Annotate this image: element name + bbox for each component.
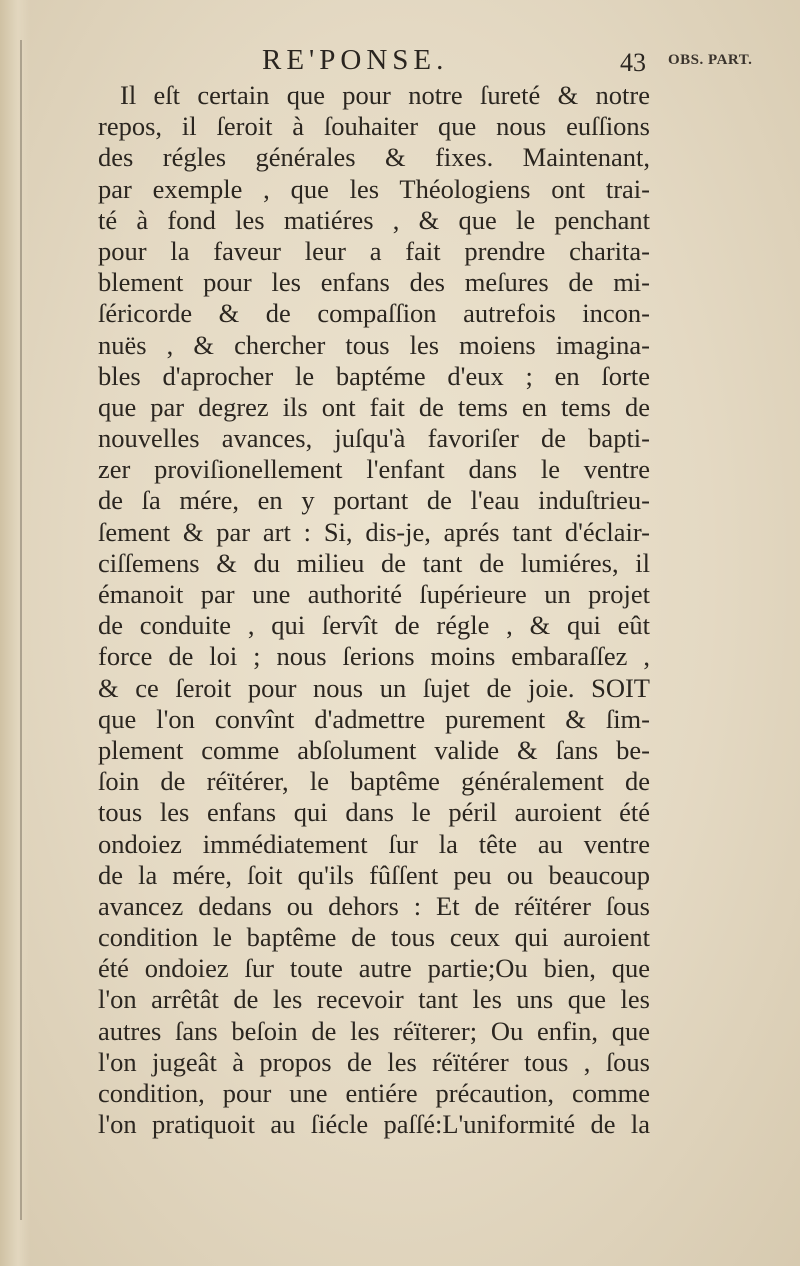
running-head — [0, 44, 800, 84]
body-text — [98, 80, 650, 1140]
page-title: RE'PONSE. — [262, 44, 449, 76]
text-line: que par degrez ils ont fait de tems en tems de — [98, 391, 650, 422]
text-line: force de loi ; nous ſerions moins embaraſſez , — [98, 641, 650, 672]
binding-edge — [20, 40, 22, 1220]
page-number: 43 — [620, 48, 646, 77]
text-line: & ce ſeroit pour nous un ſujet de joie. SOIT — [98, 672, 650, 703]
text-line: autres ſans beſoin de les réïterer; Ou enfin, que — [98, 1015, 650, 1046]
text-line: avancez dedans ou dehors : Et de réïtérer ſous — [98, 890, 650, 921]
text-line: zer proviſionellement l'enfant dans le ventre — [98, 454, 650, 485]
text-line: de conduite , qui ſervît de régle , & qui eût — [98, 610, 650, 641]
text-line: de ſa mére, en y portant de l'eau induſtrieu- — [98, 485, 650, 516]
text-line: l'on jugeât à propos de les réïtérer tous , ſous — [98, 1046, 650, 1077]
text-line: bles d'aprocher le baptéme d'eux ; en ſorte — [98, 360, 650, 391]
text-line: ondoiez immédiatement ſur la tête au ventre — [98, 828, 650, 859]
text-line: ſoin de réïtérer, le baptême généralement de — [98, 766, 650, 797]
page-gutter — [0, 0, 30, 1266]
text-line: condition le baptême de tous ceux qui auroient — [98, 922, 650, 953]
text-line: té à fond les matiéres , & que le penchant — [98, 204, 650, 235]
text-line: Il eſt certain que pour notre ſureté & notre — [120, 80, 650, 110]
text-line: été ondoiez ſur toute autre partie;Ou bien, que — [98, 953, 650, 984]
text-line: nuës , & chercher tous les moiens imagina- — [98, 329, 650, 360]
text-line: ſéricorde & de compaſſion autrefois incon- — [98, 298, 650, 329]
text-line: émanoit par une authorité ſupérieure un projet — [98, 579, 650, 609]
text-line: des régles générales & fixes. Maintenant, — [98, 142, 650, 173]
text-line: de la mére, ſoit qu'ils fûſſent peu ou beaucoup — [98, 859, 650, 890]
text-line: ſement & par art : Si, dis-je, aprés tant d'éclair- — [98, 516, 650, 547]
text-line: tous les enfans qui dans le péril auroient été — [98, 797, 650, 828]
text-line: que l'on convînt d'admettre purement & ſim- — [98, 703, 650, 734]
text-line: l'on arrêtât de les recevoir tant les uns que les — [98, 984, 650, 1015]
text-line: plement comme abſolument valide & ſans be- — [98, 734, 650, 765]
text-line: nouvelles avances, juſqu'à favoriſer de bapti- — [98, 423, 650, 454]
text-line: par exemple , que les Théologiens ont trai- — [98, 173, 650, 204]
text-line: l'on pratiquoit au ſiécle paſſé:L'uniformité de la — [98, 1109, 650, 1140]
margin-note: OBS. PART. — [668, 52, 753, 68]
text-line: ciſſemens & du milieu de tant de lumiéres, il — [98, 547, 650, 578]
text-line: condition, pour une entiére précaution, comme — [98, 1078, 650, 1108]
text-line: blement pour les enfans des meſures de mi- — [98, 267, 650, 298]
text-line: pour la faveur leur a fait prendre charita- — [98, 235, 650, 266]
text-line: repos, il ſeroit à ſouhaiter que nous euſſions — [98, 111, 650, 142]
